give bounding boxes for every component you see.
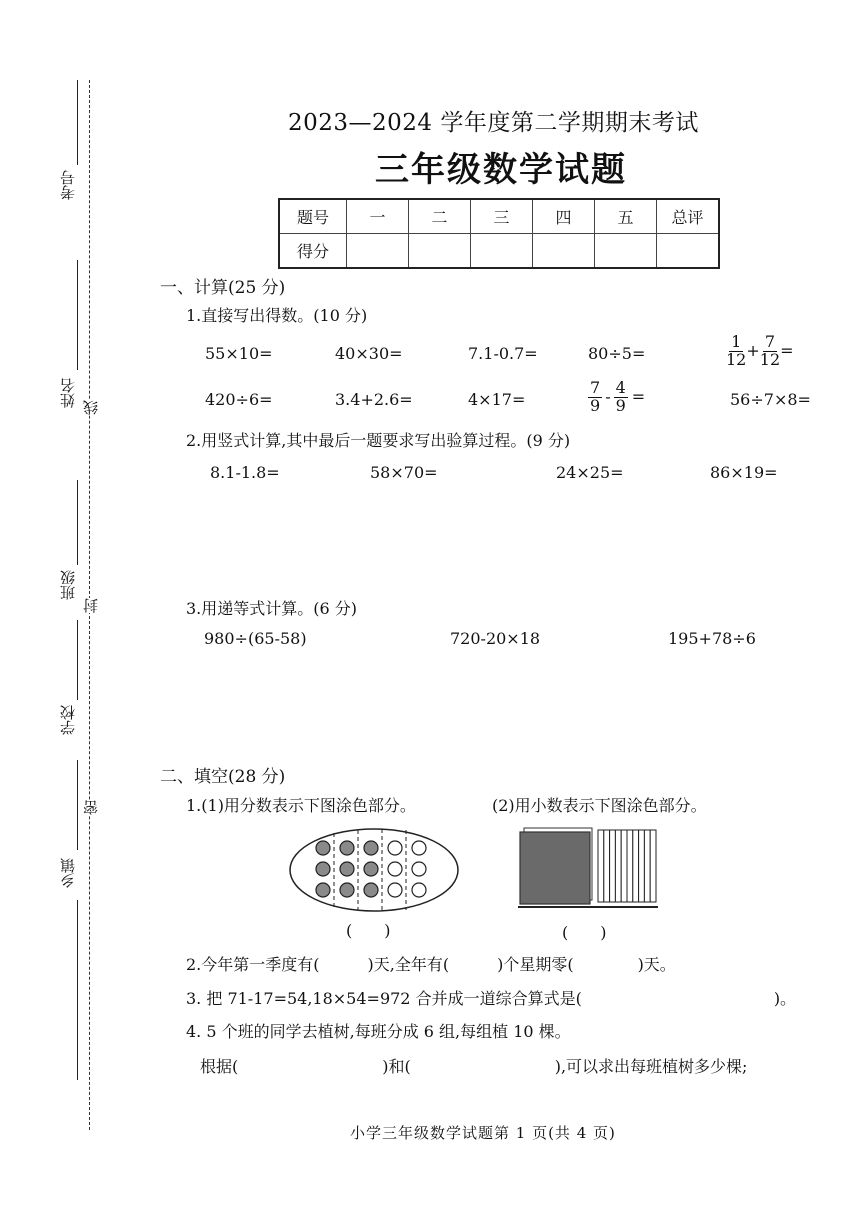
score-header-cell: 二 (409, 199, 471, 234)
frac-num: 4 (615, 378, 626, 397)
s2-q1b-answer-paren[interactable]: ( ) (562, 923, 607, 942)
empty-circle (412, 841, 426, 855)
section1-title: 一、计算(25 分) (160, 278, 286, 298)
shaded-circle (340, 841, 354, 855)
bottom-field-line (77, 900, 78, 1080)
xian-label: 线 (82, 400, 100, 415)
mi-label: 密 (82, 800, 100, 815)
shaded-circle (340, 883, 354, 897)
empty-circle (412, 883, 426, 897)
score-row-label: 得分 (279, 234, 347, 269)
score-cell[interactable] (657, 234, 720, 269)
exam-subtitle: 三年级数学试题 (375, 150, 627, 190)
frac-den: 12 (726, 349, 747, 369)
tenth-strip (615, 830, 621, 902)
strip-group (598, 830, 656, 902)
q1-fraction-expr (726, 334, 794, 369)
frac-den: 9 (590, 395, 601, 415)
xingming-field-line (77, 260, 78, 370)
s2-q4: 4. 5 个班的同学去植树,每班分成 6 组,每组植 10 棵。 (186, 1022, 571, 1041)
empty-circle (388, 883, 402, 897)
q2-expr: 58×70= (370, 463, 438, 482)
tenth-strip (639, 830, 645, 902)
banji-field-line (77, 480, 78, 565)
s2-q3: 3. 把 71-17=54,18×54=972 合并成一道综合算式是( )。 (186, 989, 797, 1008)
xuexiao-field-line (77, 620, 78, 700)
oval-circles-figure (288, 826, 460, 914)
shaded-circle (316, 883, 330, 897)
empty-circle (388, 841, 402, 855)
xingming-label: 姓名 (59, 378, 77, 408)
empty-circle (412, 862, 426, 876)
s2-q2: 2.今年第一季度有( )天,全年有( )个星期零( )天。 (186, 955, 676, 974)
empty-circle (388, 862, 402, 876)
score-cell[interactable] (533, 234, 595, 269)
q1-fraction-expr (588, 380, 645, 415)
decimal-square-figure (518, 826, 658, 910)
score-cell[interactable] (595, 234, 657, 269)
frac-op: - (605, 386, 611, 406)
banji-label: 班级 (59, 570, 77, 600)
q1-expr: 4×17= (468, 390, 526, 409)
frac-eq: = (631, 386, 646, 406)
q2-expr: 86×19= (710, 463, 778, 482)
q3-title: 3.用递等式计算。(6 分) (186, 599, 358, 618)
tenth-strip (627, 830, 633, 902)
s2-q1a-answer-paren[interactable]: ( ) (346, 921, 391, 940)
s2-q4b: 根据( )和( ),可以求出每班植树多少棵; (200, 1057, 748, 1076)
feng-label: 封 (82, 598, 100, 613)
shaded-circle (316, 841, 330, 855)
kaohao-field-line (77, 80, 78, 165)
frac-num: 7 (590, 378, 601, 397)
frac-op: + (746, 340, 760, 360)
tenth-strip (633, 830, 639, 902)
tenth-strip (604, 830, 610, 902)
kaohao-label: 考号 (59, 170, 77, 200)
score-cell[interactable] (471, 234, 533, 269)
q1-expr: 40×30= (335, 344, 403, 363)
q1-expr: 56÷7×8= (730, 390, 811, 409)
score-header-cell: 三 (471, 199, 533, 234)
xuexiao-label: 学校 (59, 705, 77, 735)
score-header-cell: 题号 (279, 199, 347, 234)
q1-expr: 7.1-0.7= (468, 344, 538, 363)
shaded-circle (364, 862, 378, 876)
q1-expr: 80÷5= (588, 344, 646, 363)
q2-title: 2.用竖式计算,其中最后一题要求写出验算过程。(9 分) (186, 431, 571, 450)
q3-expr: 980÷(65-58) (204, 629, 307, 648)
q1-expr: 55×10= (205, 344, 273, 363)
frac-den: 12 (759, 349, 781, 369)
xiangzhen-label: 乡镇 (59, 858, 77, 888)
shaded-circle (316, 862, 330, 876)
q1-expr: 3.4+2.6= (335, 390, 413, 409)
tenth-strip (598, 830, 604, 902)
score-cell[interactable] (409, 234, 471, 269)
circle-grid (316, 841, 426, 897)
frac-eq: = (780, 340, 794, 360)
section2-title: 二、填空(28 分) (160, 767, 286, 787)
frac-num: 7 (764, 332, 776, 351)
score-header-cell: 四 (533, 199, 595, 234)
score-table (278, 198, 720, 269)
q2-expr: 24×25= (556, 463, 624, 482)
score-header-cell: 五 (595, 199, 657, 234)
frac-num: 1 (731, 332, 742, 351)
q2-expr: 8.1-1.8= (210, 463, 280, 482)
shaded-circle (364, 883, 378, 897)
tenth-strip (610, 830, 616, 902)
q3-expr: 720-20×18 (450, 629, 541, 648)
score-table-header-row (279, 199, 719, 234)
score-table-score-row (279, 234, 719, 269)
q3-expr: 195+78÷6 (668, 629, 756, 648)
score-cell[interactable] (347, 234, 409, 269)
q1-expr: 420÷6= (205, 390, 273, 409)
tenth-strip (650, 830, 656, 902)
tenth-strip (644, 830, 650, 902)
s2-q1b: (2)用小数表示下图涂色部分。 (492, 796, 707, 815)
exam-title: 2023—2024 学年度第二学期期末考试 (288, 110, 699, 136)
score-header-cell: 总评 (657, 199, 720, 234)
q1-title: 1.直接写出得数。(10 分) (186, 306, 368, 325)
page-footer: 小学三年级数学试题第 1 页(共 4 页) (350, 1124, 616, 1142)
tenth-strip (621, 830, 627, 902)
frac-den: 9 (615, 395, 626, 415)
shaded-circle (340, 862, 354, 876)
shaded-circle (364, 841, 378, 855)
s2-q1a: 1.(1)用分数表示下图涂色部分。 (186, 796, 416, 815)
xiangzhen-field-line (77, 760, 78, 850)
score-header-cell: 一 (347, 199, 409, 234)
